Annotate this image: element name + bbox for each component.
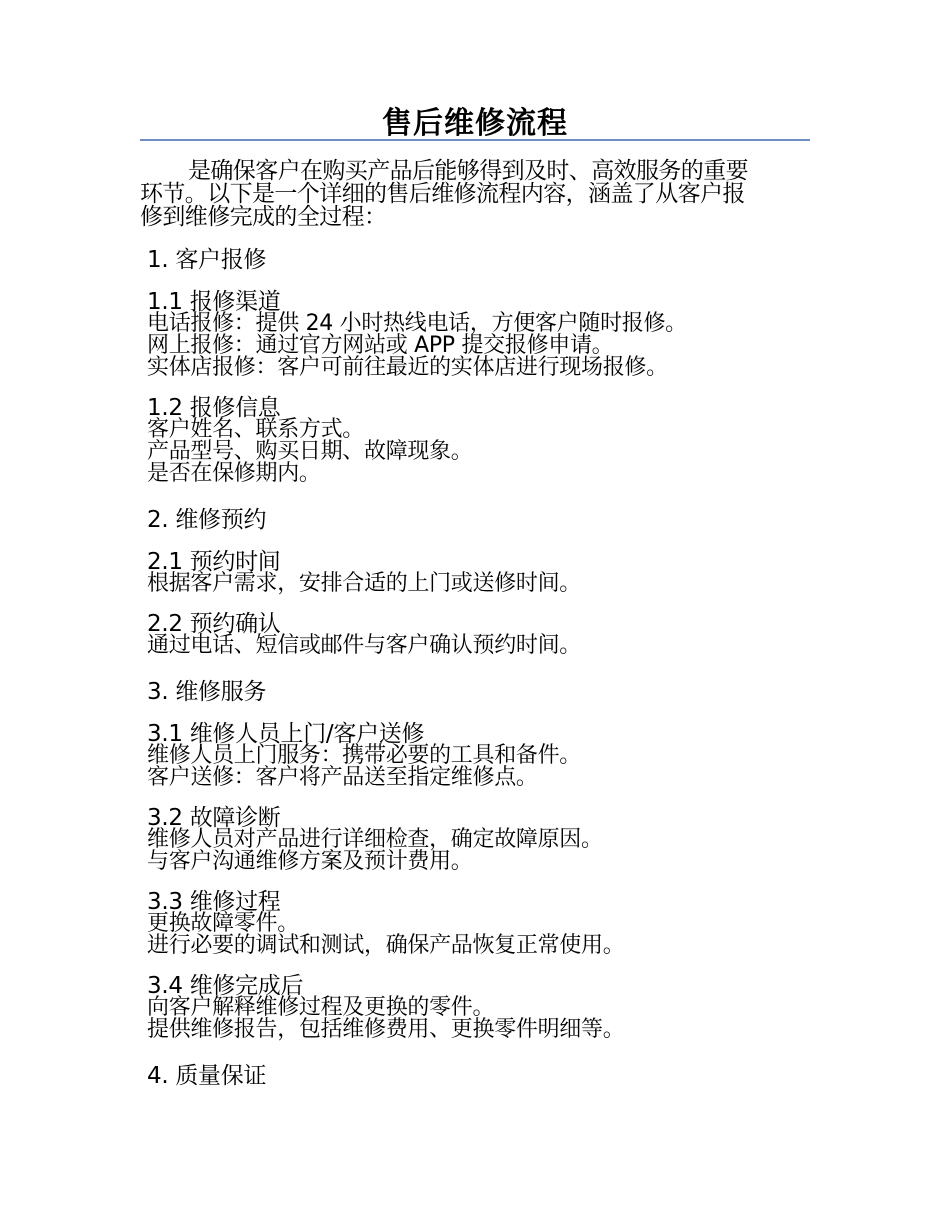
body-line: 网上报修：通过官方网站或 APP 提交报修申请。: [147, 333, 614, 358]
body-line: 客户姓名、联系方式。: [147, 417, 365, 442]
body-line: 提供维修报告，包括维修费用、更换零件明细等。: [147, 1017, 625, 1042]
intro-line: 是确保客户在购买产品后能够得到及时、高效服务的重要: [188, 158, 749, 184]
body-line: 电话报修：提供 24 小时热线电话，方便客户随时报修。: [147, 311, 687, 336]
section-heading: 1. 客户报修: [147, 247, 267, 273]
intro-line: 环节。以下是一个详细的售后维修流程内容，涵盖了从客户报: [140, 181, 745, 207]
subsection-report-channels: [147, 291, 807, 379]
subsection-heading: 3.1 维修人员上门/客户送修: [147, 721, 425, 747]
subsection-heading: 2.1 预约时间: [147, 549, 281, 575]
section-heading: 3. 维修服务: [147, 679, 267, 705]
section-repair-service: [147, 679, 807, 1041]
subsection-heading: 1.2 报修信息: [147, 395, 281, 421]
body-line: 更换故障零件。: [147, 911, 299, 936]
title-divider: [140, 139, 810, 141]
subsection-heading: 3.2 故障诊断: [147, 805, 281, 831]
procedure-content: [147, 247, 807, 1089]
body-line: 根据客户需求，安排合适的上门或送修时间。: [147, 571, 582, 596]
subsection-after-repair: [147, 975, 807, 1041]
body-line: 客户送修：客户将产品送至指定维修点。: [147, 765, 538, 790]
intro-line: 修到维修完成的全过程：: [140, 204, 387, 230]
body-line: 进行必要的调试和测试，确保产品恢复正常使用。: [147, 933, 625, 958]
subsection-appointment-confirm: [147, 613, 807, 657]
subsection-heading: 3.4 维修完成后: [147, 973, 304, 999]
body-line: 通过电话、短信或邮件与客户确认预约时间。: [147, 633, 582, 658]
body-line: 实体店报修：客户可前往最近的实体店进行现场报修。: [147, 355, 668, 380]
body-line: 产品型号、购买日期、故障现象。: [147, 439, 473, 464]
body-line: 与客户沟通维修方案及预计费用。: [147, 849, 473, 874]
subsection-heading: 2.2 预约确认: [147, 611, 281, 637]
section-heading: 4. 质量保证: [147, 1063, 267, 1089]
subsection-heading: 3.3 维修过程: [147, 889, 281, 915]
body-line: 维修人员对产品进行详细检查，确定故障原因。: [147, 827, 603, 852]
subsection-onsite-or-dropoff: [147, 723, 807, 789]
section-repair-appointment: [147, 507, 807, 657]
subsection-appointment-time: [147, 551, 807, 595]
body-line: 是否在保修期内。: [147, 461, 321, 486]
subsection-heading: 1.1 报修渠道: [147, 289, 281, 315]
section-customer-report: [147, 247, 807, 485]
subsection-report-info: [147, 397, 807, 485]
body-line: 向客户解释维修过程及更换的零件。: [147, 995, 495, 1020]
body-line: 维修人员上门服务：携带必要的工具和备件。: [147, 743, 582, 768]
section-heading: 2. 维修预约: [147, 507, 267, 533]
subsection-repair-process: [147, 891, 807, 957]
subsection-fault-diagnosis: [147, 807, 807, 873]
page-title: 售后维修流程: [382, 106, 568, 141]
section-quality-assurance: [147, 1063, 807, 1089]
intro-paragraph: [140, 160, 812, 229]
